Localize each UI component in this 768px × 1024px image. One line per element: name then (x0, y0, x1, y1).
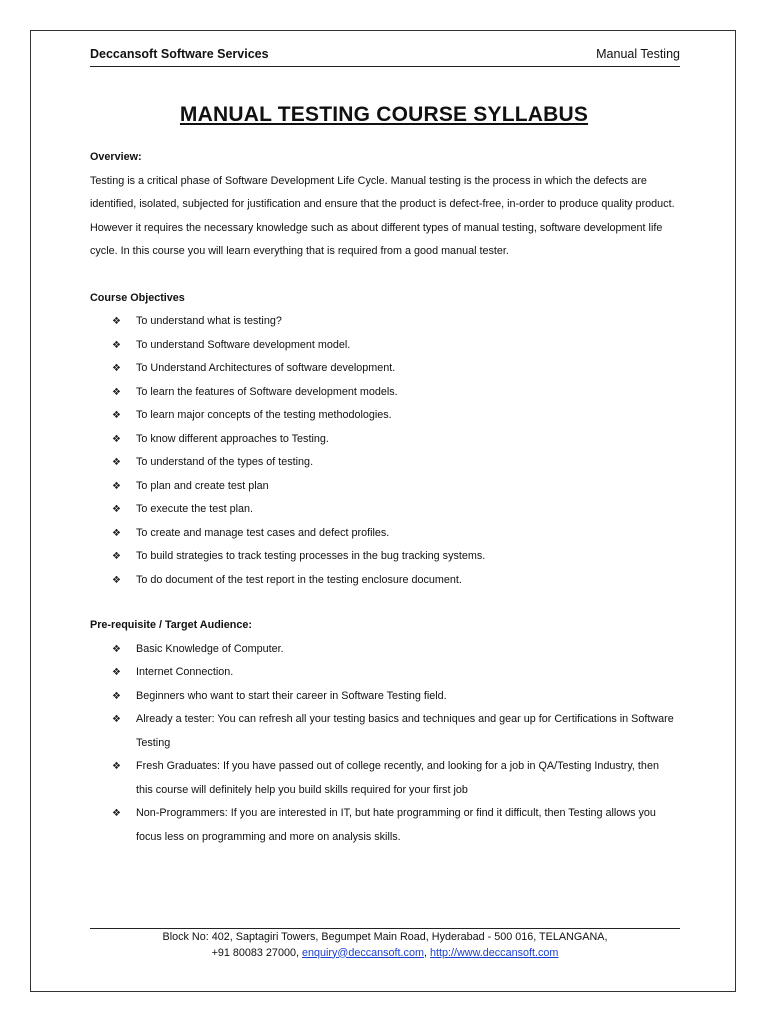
footer-phone: +91 80083 27000, (211, 946, 299, 959)
list-item-text: To Understand Architectures of software development. (136, 362, 396, 374)
bullet-icon: ❖ (112, 433, 121, 445)
list-item (90, 428, 678, 452)
list-item-text: Internet Connection. (136, 666, 234, 678)
page-footer (90, 928, 680, 961)
list-item (90, 708, 678, 755)
objectives-list (90, 310, 678, 592)
list-item (90, 451, 678, 475)
bullet-icon: ❖ (112, 339, 121, 351)
bullet-icon: ❖ (112, 363, 121, 374)
bullet-icon: ❖ (112, 714, 121, 725)
bullet-icon: ❖ (112, 574, 121, 586)
list-item (90, 498, 678, 522)
list-item (90, 404, 678, 428)
list-item-text: Basic Knowledge of Computer. (136, 642, 284, 655)
list-item-text: To do document of the test report in the testing enclosure document. (136, 573, 462, 586)
bullet-icon: ❖ (112, 667, 121, 678)
bullet-icon: ❖ (112, 761, 121, 772)
list-item (90, 381, 678, 405)
list-item (90, 522, 678, 546)
list-item-text: To plan and create test plan (136, 479, 269, 492)
list-item (90, 310, 678, 334)
page-title: MANUAL TESTING COURSE SYLLABUS (179, 103, 589, 126)
bullet-icon: ❖ (112, 457, 121, 468)
list-item (90, 685, 678, 709)
page-header (90, 46, 680, 67)
list-item-text: To know different approaches to Testing. (136, 432, 329, 445)
list-item-text: Beginners who want to start their career in Software Testing field. (136, 689, 447, 702)
list-item-text: To learn the features of Software development models. (136, 385, 398, 398)
bullet-icon: ❖ (112, 410, 121, 421)
list-item (90, 569, 678, 593)
list-item-text: Already a tester: You can refresh all your testing basics and techniques and gear up for Certifications in Software Testing (136, 713, 674, 749)
list-item (90, 755, 678, 802)
prerequisites-list (90, 638, 678, 850)
bullet-icon: ❖ (112, 551, 121, 562)
overview-text: Testing is a critical phase of Software Development Life Cycle. Manual testing is the process in which the defects are identified, isolated, subjected for justification and ensure that the product is defect-free, in-order to produce quality product. However it requires the necessary knowledge such as about different types of manual testing, software development life cycle. In this course you will learn everything that is required from a good manual tester. (90, 174, 675, 257)
footer-website-link[interactable]: http://www.deccansoft.com (429, 946, 559, 959)
footer-contact: +91 80083 27000, enquiry@deccansoft.com, http://www.deccansoft.com (211, 946, 559, 959)
list-item (90, 638, 678, 662)
list-item-text: Non-Programmers: If you are interested in IT, but hate programming or find it difficult, then Testing allows you focus less on programming and more on analysis skills. (136, 807, 656, 843)
list-item-text: To execute the test plan. (136, 503, 254, 515)
list-item-text: To understand what is testing? (136, 315, 282, 327)
objectives-heading: Course Objectives (90, 291, 185, 304)
document-body (90, 146, 678, 849)
bullet-icon: ❖ (112, 504, 121, 515)
list-item-text: To build strategies to track testing processes in the bug tracking systems. (136, 550, 486, 562)
bullet-icon: ❖ (112, 480, 121, 492)
list-item (90, 802, 678, 849)
bullet-icon: ❖ (112, 808, 121, 819)
list-item (90, 661, 678, 685)
overview-heading: Overview: (90, 151, 142, 163)
list-item-text: To understand Software development model. (136, 338, 351, 351)
list-item (90, 334, 678, 358)
company-name: Deccansoft Software Services (90, 47, 269, 61)
list-item (90, 357, 678, 381)
list-item-text: Fresh Graduates: If you have passed out of college recently, and looking for a job in QA/Testing Industry, then this course will definitely help you build skills required for your first job (136, 760, 659, 796)
list-item-text: To create and manage test cases and defect profiles. (136, 526, 390, 539)
footer-email-link[interactable]: enquiry@deccansoft.com (301, 946, 424, 959)
prerequisites-heading: Pre-requisite / Target Audience: (90, 619, 252, 631)
bullet-icon: ❖ (112, 690, 121, 702)
course-name: Manual Testing (596, 47, 680, 61)
footer-address: Block No: 402, Saptagiri Towers, Begumpet Main Road, Hyderabad - 500 016, TELANGANA, (162, 931, 608, 943)
list-item (90, 475, 678, 499)
bullet-icon: ❖ (112, 386, 121, 398)
list-item (90, 545, 678, 569)
bullet-icon: ❖ (112, 527, 121, 539)
bullet-icon: ❖ (112, 316, 121, 327)
list-item-text: To understand of the types of testing. (136, 456, 314, 468)
list-item-text: To learn major concepts of the testing methodologies. (136, 409, 392, 421)
bullet-icon: ❖ (112, 643, 121, 655)
